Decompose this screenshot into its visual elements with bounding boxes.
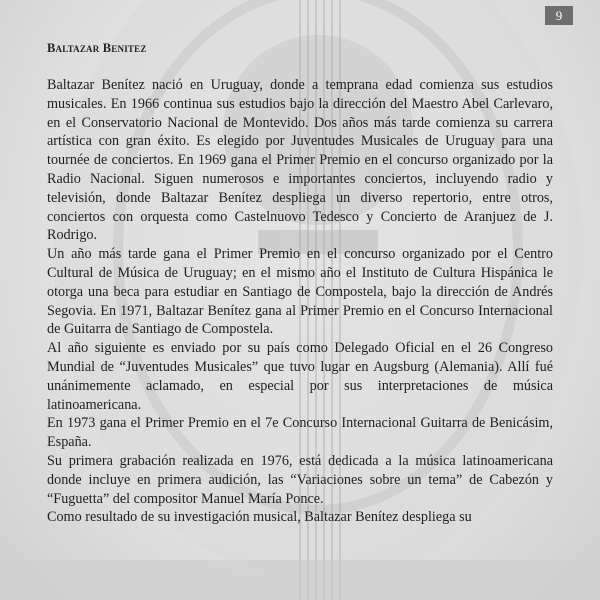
- biography-text: [47, 76, 553, 527]
- paragraph: Baltazar Benítez nació en Uruguay, donde a temprana edad comienza sus estudios musicales. En 1966 continua sus estudios bajo la dirección del Maestro Abel Carlevaro, en el Conservatorio Nacional de Montevido. Dos años más tarde comienza su carrera artística con gran éxito. Es elegido por Juventudes Musicales de Uruguay para una tournée de conciertos. En 1969 gana el Primer Premio en el concurso organizado por la Radio Nacional. Siguen numerosos e importantes conciertos, incluyendo radio y televisión, donde Baltazar Benítez despliega un diverso repertorio, entre otros, conciertos con orquesta como Castelnuovo Tedesco y Concierto de Aranjuez de J. Rodrigo.: [47, 77, 553, 244]
- paragraph: Como resultado de su investigación musical, Baltazar Benítez despliega su: [47, 509, 472, 526]
- paragraph: Un año más tarde gana el Primer Premio en el concurso organizado por el Centro Cultural de Música de Uruguay; en el mismo año el Instituto de Cultura Hispánica le otorga una beca para estudiar en Santiago de Compostela, bajo la dirección de Andrés Segovia. En 1971, Baltazar Benítez gana al Primer Premio en el Concurso Internacional de Guitarra de Santiago de Compostela.: [47, 246, 553, 338]
- paragraph: Su primera grabación realizada en 1976, está dedicada a la música latinoamericana donde incluye en primera audición, las “Variaciones sobre un tema” de Cabezón y “Fuguetta” del compositor Manuel María Ponce.: [47, 452, 553, 507]
- section-heading: Baltazar Benitez: [47, 41, 147, 55]
- page-number: 9: [545, 6, 573, 25]
- paragraph: Al año siguiente es enviado por su país como Delegado Oficial en el 26 Congreso Mundial de “Juventudes Musicales” que tuvo lugar en Augsburg (Alemania). Allí fué unánimemente aclamado, en especial por sus interpretaciones de música latinoamericana.: [47, 340, 553, 413]
- paragraph: En 1973 gana el Primer Premio en el 7e Concurso Internacional Guitarra de Benicásim, España.: [47, 415, 553, 451]
